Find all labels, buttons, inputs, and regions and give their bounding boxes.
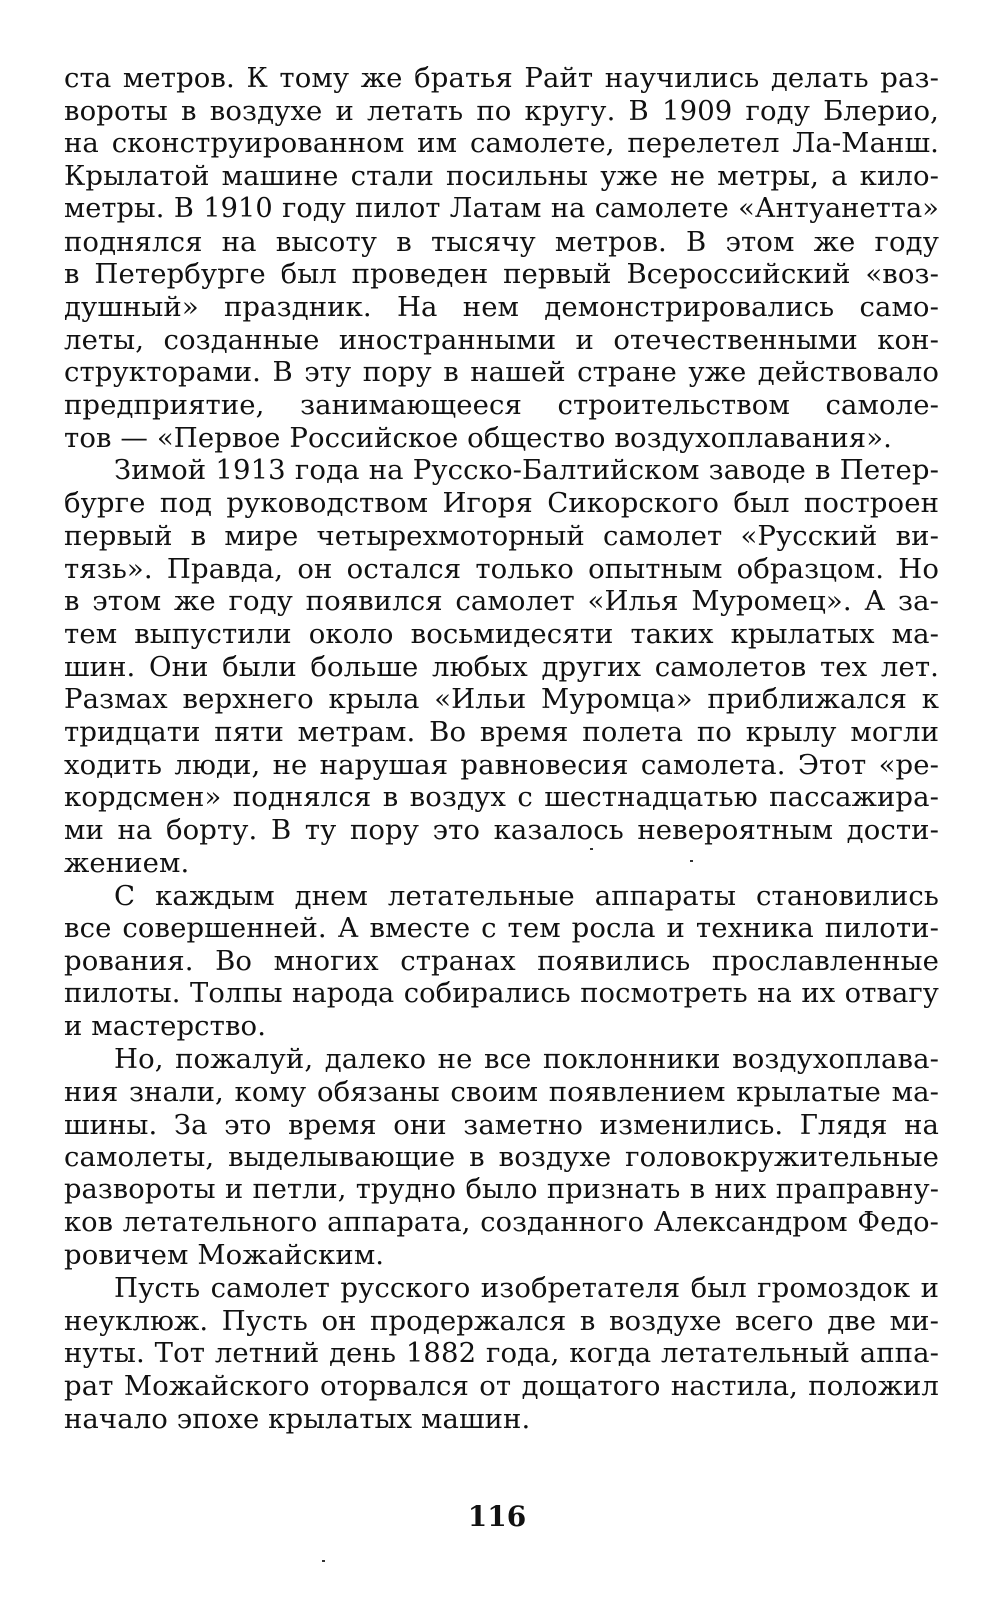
text-line: и мастерство.: [64, 1010, 267, 1043]
text-line: рования. Во многих странах появились прославленные: [64, 944, 939, 977]
text-line: шины. За это время они заметно изменились. Глядя на: [64, 1108, 939, 1141]
text-line: жением.: [64, 846, 190, 879]
text-line: С каждым днем летательные аппараты становились: [114, 879, 939, 912]
text-line: первый в мире четырехмоторный самолет «Русский ви-: [64, 519, 939, 552]
text-line: начало эпохе крылатых машин.: [64, 1402, 531, 1435]
text-line: метры. В 1910 году пилот Латам на самолете «Антуанетта»: [64, 192, 939, 224]
text-line: в Петербурге был проведен первый Всероссийский «воз-: [64, 258, 939, 291]
text-line: предприятие, занимающееся строительством самоле-: [64, 389, 939, 422]
text-line: в этом же году появился самолет «Илья Муромец». А за-: [64, 585, 939, 618]
text-line: тязь». Правда, он остался только опытным образцом. Но: [64, 552, 939, 585]
text-line: тем выпустили около восьмидесяти таких крылатых ма-: [64, 617, 939, 650]
print-speck: [322, 1560, 325, 1562]
text-line: Зимой 1913 года на Русско-Балтийском заводе в Петер-: [114, 454, 939, 487]
text-line: леты, созданные иностранными и отечественными кон-: [64, 323, 939, 356]
text-line: пилоты. Толпы народа собирались посмотреть на их отвагу: [64, 977, 939, 1009]
text-line: тридцати пяти метрам. Во время полета по крылу могли: [64, 716, 939, 749]
text-line: ровичем Можайским.: [64, 1239, 385, 1272]
paragraph-5: [64, 1272, 939, 1436]
text-line: нуты. Тот летний день 1882 года, когда летательный аппа-: [64, 1337, 939, 1370]
text-line: ния знали, кому обязаны своим появлением крылатые ма-: [64, 1075, 939, 1108]
text-line: поднялся на высоту в тысячу метров. В этом же году: [64, 225, 939, 258]
paragraph-1: [64, 62, 939, 454]
text-line: ходить люди, не нарушая равновесия самолета. Этот «ре-: [64, 748, 939, 781]
text-line: ков летательного аппарата, созданного Александром Федо-: [64, 1206, 939, 1238]
paragraph-3: [64, 880, 939, 1044]
text-line: Пусть самолет русского изобретателя был громоздок и: [114, 1272, 939, 1305]
text-line: Но, пожалуй, далеко не все поклонники воздухоплава-: [114, 1043, 939, 1076]
print-speck: [690, 860, 693, 862]
text-line: структорами. В эту пору в нашей стране уже действовало: [64, 356, 939, 389]
paragraph-4: [64, 1043, 939, 1272]
text-line: вороты в воздухе и летать по кругу. В 1909 году Блерио,: [64, 94, 939, 127]
text-line: Размах верхнего крыла «Ильи Муромца» приближался к: [64, 683, 939, 716]
text-line: на сконструированном им самолете, перелетел Ла-Манш.: [64, 127, 939, 160]
text-line: неуклюж. Пусть он продержался в воздухе всего две ми-: [64, 1304, 939, 1337]
page-number: 116: [467, 1500, 527, 1533]
page-body: [64, 62, 939, 1436]
paragraph-2: [64, 454, 939, 879]
text-line: тов — «Первое Российское общество воздухоплавания».: [64, 421, 892, 454]
text-line: рат Можайского оторвался от дощатого настила, положил: [64, 1370, 939, 1403]
text-line: ми на борту. В ту пору это казалось невероятным дости-: [64, 814, 939, 847]
text-line: шин. Они были больше любых других самолетов тех лет.: [64, 650, 939, 683]
text-line: развороты и петли, трудно было признать в них праправну-: [64, 1173, 939, 1205]
text-line: ста метров. К тому же братья Райт научились делать раз-: [64, 62, 939, 94]
text-line: душный» праздник. На нем демонстрировались само-: [64, 290, 939, 323]
text-line: кордсмен» поднялся в воздух с шестнадцатью пассажира-: [64, 781, 939, 814]
text-line: бурге под руководством Игоря Сикорского был построен: [64, 487, 939, 520]
text-line: самолеты, выделывающие в воздухе головокружительные: [64, 1141, 939, 1174]
print-speck: [590, 848, 593, 850]
text-line: все совершенней. А вместе с тем росла и техника пилоти-: [64, 912, 939, 945]
text-line: Крылатой машине стали посильны уже не метры, а кило-: [64, 160, 939, 193]
